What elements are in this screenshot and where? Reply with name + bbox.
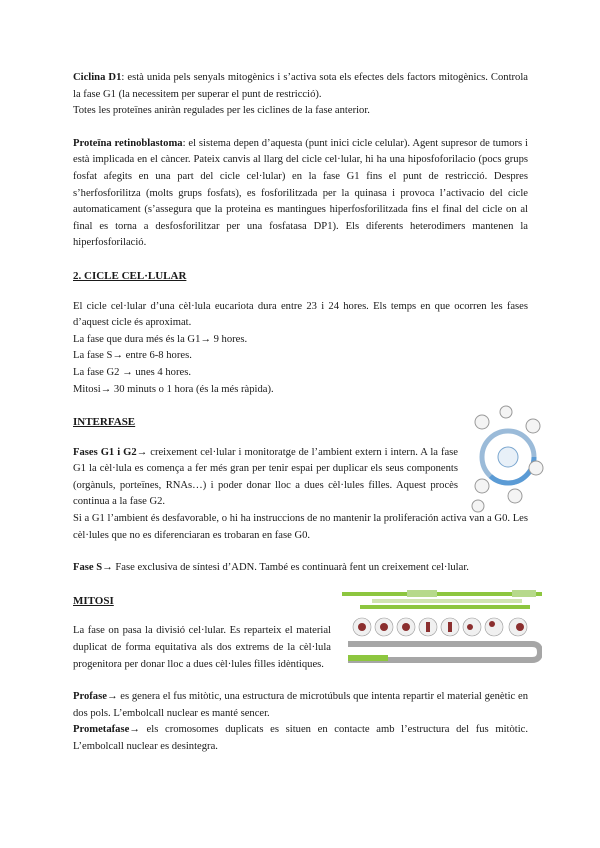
profase-paragraph — [73, 689, 528, 722]
mitosis-timeline-figure — [342, 590, 542, 664]
retinoblastoma-paragraph — [73, 136, 528, 252]
interfase-heading: INTERFASE — [73, 416, 136, 429]
retinoblastoma-term: Proteïna retinoblastoma — [73, 137, 183, 149]
ciclina-note: Totes les proteïnes aniràn regulades per les ciclines de la fase anterior. — [73, 105, 370, 117]
fase-s-paragraph — [73, 560, 528, 577]
profase-text: → es genera el fus mitòtic, una estructura de microtúbuls que intenta repartir el material genètic en dos pols. L’embolcall nuclear es manté sencer. — [73, 691, 528, 719]
g1g2-text: → creixement cel·lular i monitoratge de l’ambient extern i intern. A la fase G1 la cèl·lula es comença a fer més gran per tenir espai per duplicar els seus components (orgànuls, porteïnes, RNAs…) i poder donar lloc a dues cèl·lules filles. Aquest procès continua a la fase G2. — [73, 446, 458, 508]
cicle-intro: El cicle cel·lular d’una cèl·lula eucariota dura entre 23 i 24 hores. Els temps en que ocorren les fases d’aquest cicle és aproximat. — [73, 300, 528, 329]
fase-s-text: → Fase exclusiva de síntesi d’ADN. També es continuarà fent un creixement cel·lular. — [102, 562, 469, 574]
cicle-line: La fase S→ entre 6-8 hores. — [73, 350, 192, 362]
mitosi-heading: MITOSI — [73, 594, 114, 607]
cicle-section — [73, 299, 528, 399]
mitosi-paragraph: La fase on pasa la divisió cel·lular. Es reparteix el material duplicat de forma equitativa als dos extrems de la cèl·lula progenitora per donar lloc a dues cèl·lules filles idèntiques. — [73, 625, 331, 670]
g1g2-paragraph — [73, 445, 458, 511]
cicle-line: Mitosi→ 30 minuts o 1 hora (és la més ràpida). — [73, 383, 274, 395]
cicle-line: La fase G2 → unes 4 hores. — [73, 366, 191, 378]
ciclina-term: Ciclina D1 — [73, 72, 122, 83]
ciclina-text: : està unida pels senyals mitogènics i s’activa sota els efectes dels factors mitogènics. Controla la fase G1 (la necessitem per superar el punt de restricció). — [73, 72, 528, 100]
profase-term: Profase — [73, 691, 107, 703]
ciclina-paragraph — [73, 70, 528, 120]
fase-s-term: Fase S — [73, 562, 103, 574]
prometafase-term: Prometafase — [73, 724, 130, 736]
retinoblastoma-text: : el sistema depen d’aquesta (punt inici cicle celular). Agent supresor de tumors i està implicada en el càncer. Pateix canvis al llarg del cicle cel·lular, hi ha una hiposfoforilacio (pocs grups fosfat afegits en una part del cicle cel·lular) en la fase G1 fins el punt de restricció. Despres s’herfosforilitza (molts grups fosfats), es fosforilitzada per la quinasa i provoca l’activacio del cicle automaticament (s’assegura que la proteina es mantingues hiperfosforilitzada fins el final del cicle on al final es torna a desfosforilitzar per una fosfatasa DP1). Els diferents heterodimers mantenen la hiperfosforilació. — [73, 137, 528, 249]
prometafase-text: → els cromosomes duplicats es situen en contacte amb l’estructura del fus mitòtic. L’embolcall nuclear es desintegra. — [73, 724, 528, 752]
g0-paragraph: Si a G1 l’ambient és desfavorable, o hi ha instruccions de no mantenir la proliferación activa van a G0. Les cèl·lules que no es diferenciaran es trobaran en fase G0. — [73, 513, 528, 541]
cicle-heading: 2. CICLE CEL·LULAR — [73, 269, 187, 282]
cicle-line: La fase que dura més és la G1→ 9 hores. — [73, 333, 248, 345]
g1g2-term: Fases G1 i G2 — [73, 446, 137, 458]
prometafase-paragraph — [73, 722, 528, 755]
cell-cycle-figure — [470, 402, 545, 522]
